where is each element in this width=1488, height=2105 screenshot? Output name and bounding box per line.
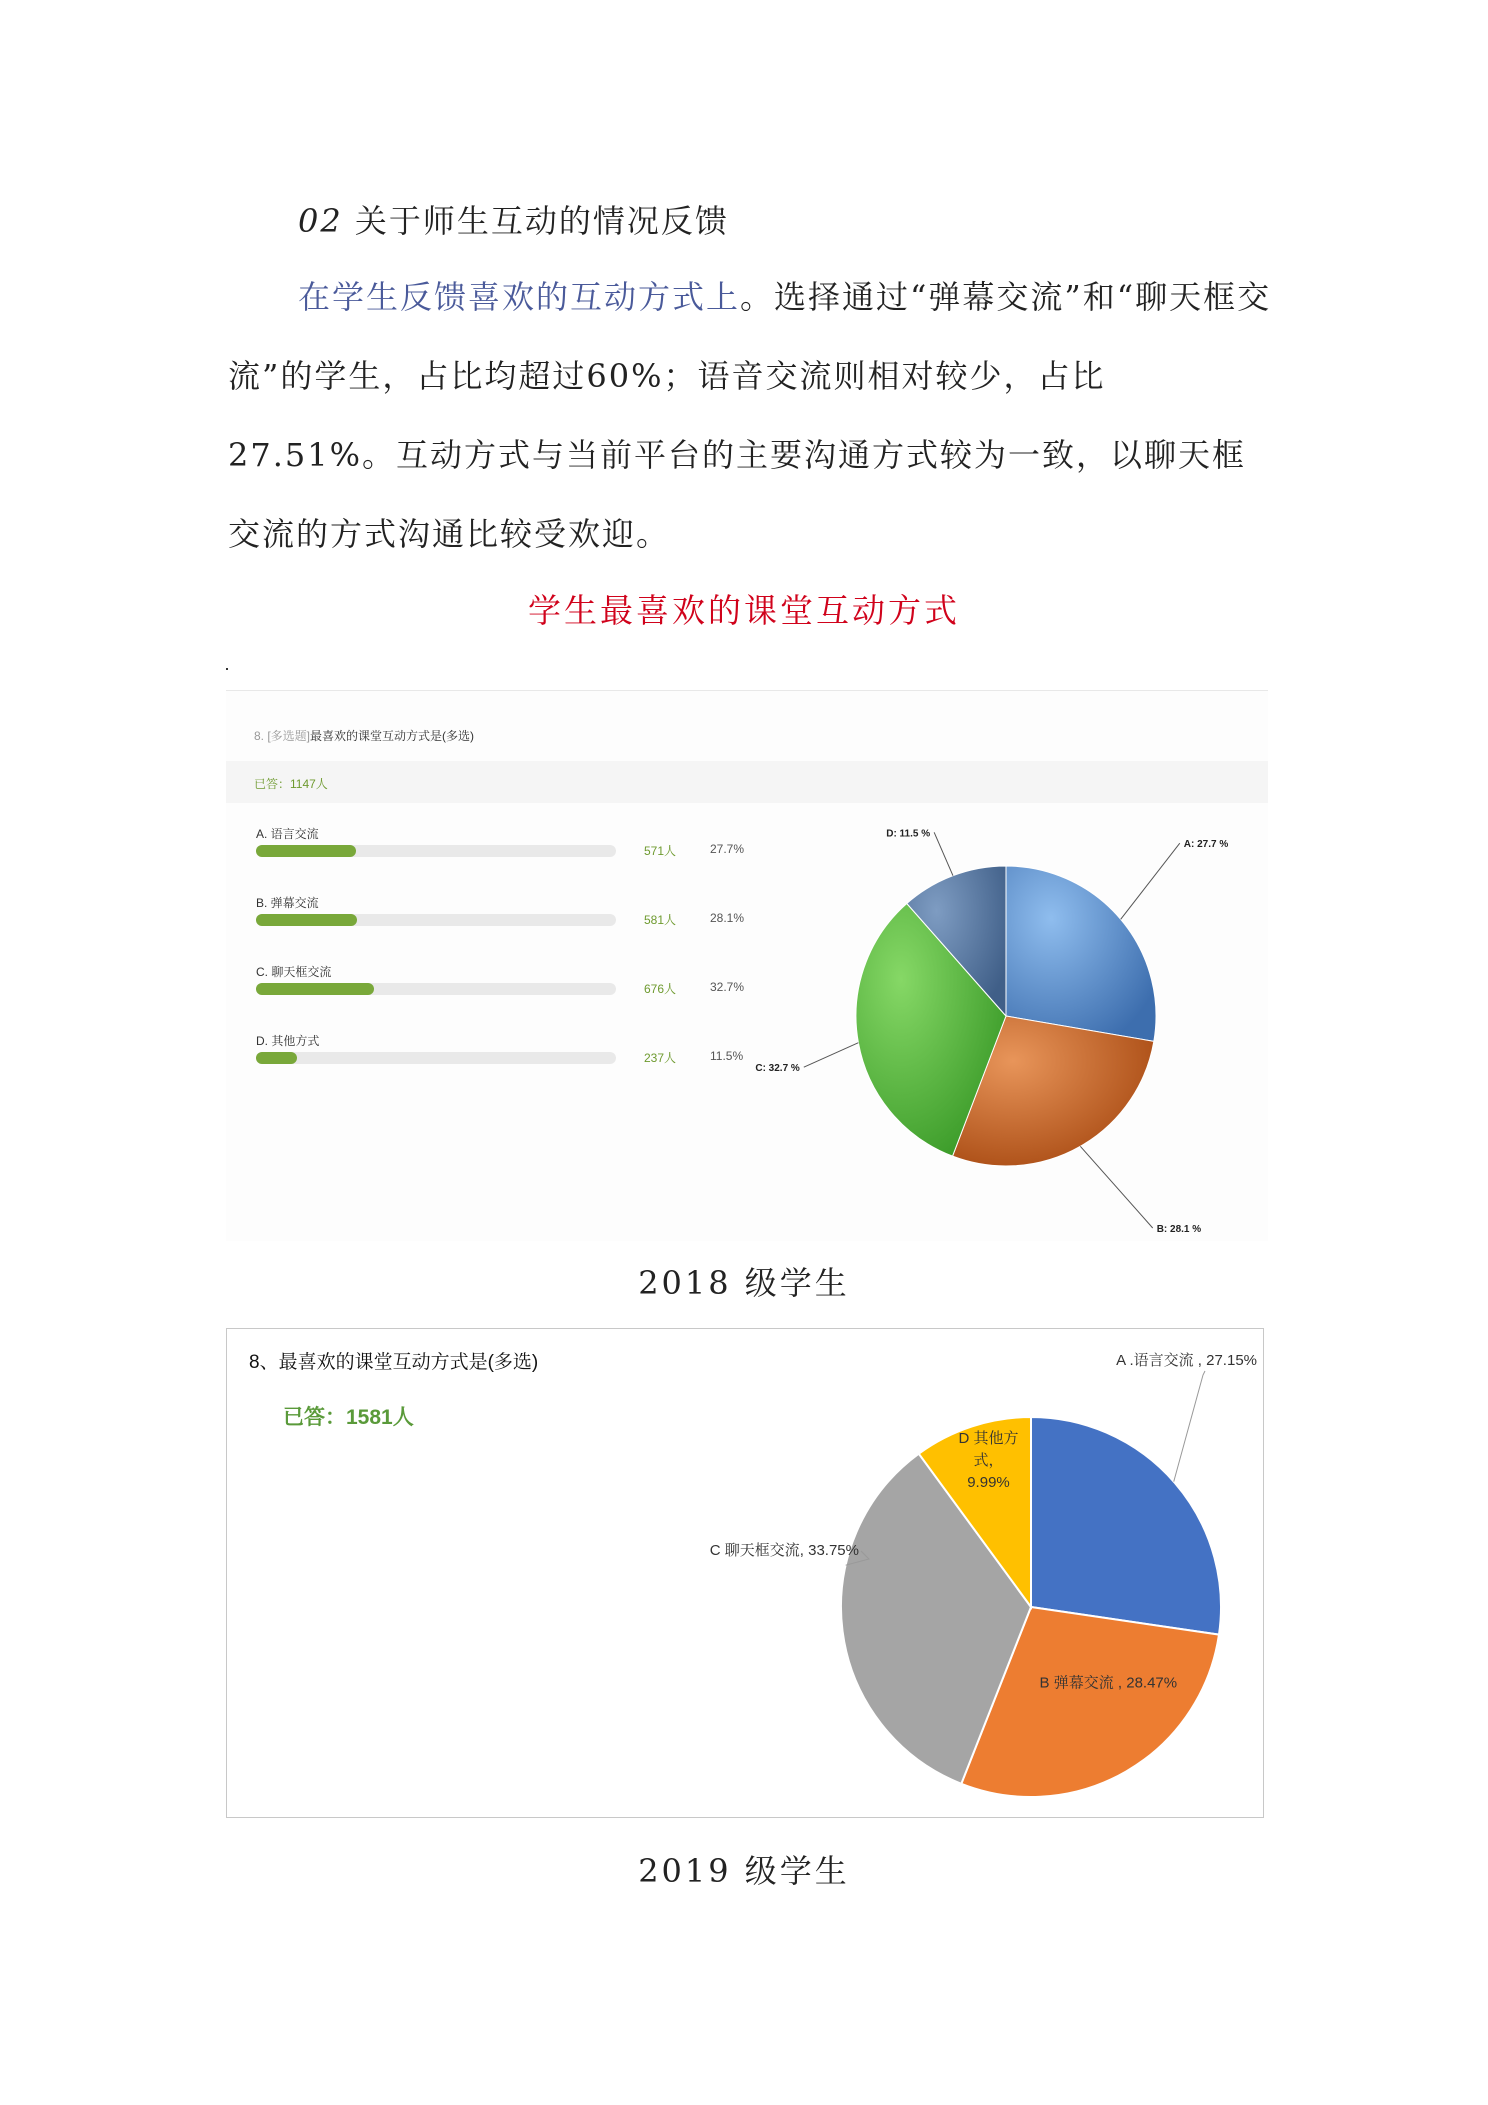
question-title-2018 <box>254 727 474 744</box>
option-percent: 27.7% <box>710 842 745 856</box>
question-tag: 8. [多选题] <box>254 729 311 743</box>
progress-track <box>256 845 616 857</box>
pie-leader-line <box>1174 1371 1205 1482</box>
option-row <box>256 963 756 1013</box>
pie-leader-line <box>1121 843 1180 919</box>
progress-fill <box>256 983 374 995</box>
pie-slice-label: C 聊天框交流, 33.75% <box>709 1542 859 1559</box>
progress-fill <box>256 914 357 926</box>
option-percent: 32.7% <box>710 980 745 994</box>
pie-chart-2019 <box>709 1349 1257 1809</box>
pie-slice-label: A: 27.7 % <box>1183 839 1229 851</box>
option-label: A. 语言交流 <box>256 827 319 841</box>
body-paragraph <box>228 258 1272 574</box>
survey-panel-2018 <box>226 690 1268 1241</box>
progress-fill <box>256 845 356 857</box>
option-count: 676人 <box>644 982 677 996</box>
option-count: 571人 <box>644 844 677 858</box>
option-percent: 11.5% <box>710 1049 744 1063</box>
pie-slice-label: D: 11.5 % <box>886 828 931 840</box>
caption-2019: 2019 级学生 <box>638 1852 850 1890</box>
pie-slice-label: A .语言交流 , 27.15% <box>1116 1352 1257 1369</box>
progress-track <box>256 1052 616 1064</box>
figure-title: 学生最喜欢的课堂互动方式 <box>528 591 960 630</box>
section-heading-number: 02 <box>298 202 343 240</box>
option-percent: 28.1% <box>710 911 745 925</box>
pie-leader-line <box>934 832 953 875</box>
question-text: 最喜欢的课堂互动方式是(多选) <box>310 729 475 743</box>
answered-count-2018: 已答：1147人 <box>254 777 328 791</box>
pie-leader-line <box>804 1043 859 1067</box>
pie-slice-label: B 弹幕交流 , 28.47% <box>1039 1674 1178 1692</box>
option-label: B. 弹幕交流 <box>256 896 319 910</box>
answered-bar <box>226 761 1268 803</box>
pie-slice-label: D 其他方式， 9.99% <box>958 1429 1019 1491</box>
progress-track <box>256 983 616 995</box>
option-row <box>256 1032 756 1082</box>
caption-2018: 2018 级学生 <box>638 1264 850 1302</box>
pie-chart-2018-svg <box>755 821 1266 1236</box>
pie-leader-line <box>1080 1146 1152 1228</box>
paragraph-text: 。选择通过“弹幕交流”和“聊天框交流”的学生，占比均超过60%；语音交流则相对较少，占比 27.51%。互动方式与当前平台的主要沟通方式较为一致，以聊天框交流的方式沟通比较受欢迎。 <box>228 278 1272 553</box>
option-row <box>256 894 756 944</box>
section-heading <box>298 196 729 242</box>
pie-chart-2019-svg <box>709 1349 1257 1809</box>
pie-slice <box>1031 1417 1221 1635</box>
option-count: 237人 <box>644 1051 677 1065</box>
answered-count-2019: 已答：1581人 <box>283 1406 414 1429</box>
option-row <box>256 825 756 875</box>
section-heading-text: 关于师生互动的情况反馈 <box>354 202 729 240</box>
pie-chart-2018 <box>755 821 1266 1236</box>
question-title-2019: 8、最喜欢的课堂互动方式是(多选) <box>249 1352 539 1373</box>
progress-fill <box>256 1052 297 1064</box>
stray-dot <box>226 668 228 670</box>
pie-slice-label: C: 32.7 % <box>755 1063 800 1075</box>
survey-panel-2019 <box>226 1328 1264 1818</box>
paragraph-highlight: 在学生反馈喜欢的互动方式上 <box>298 278 741 316</box>
pie-slice <box>1006 866 1156 1041</box>
pie-slice-label: B: 28.1 % <box>1156 1224 1202 1236</box>
option-label: C. 聊天框交流 <box>256 965 332 979</box>
progress-track <box>256 914 616 926</box>
option-count: 581人 <box>644 913 677 927</box>
option-label: D. 其他方式 <box>256 1034 320 1048</box>
